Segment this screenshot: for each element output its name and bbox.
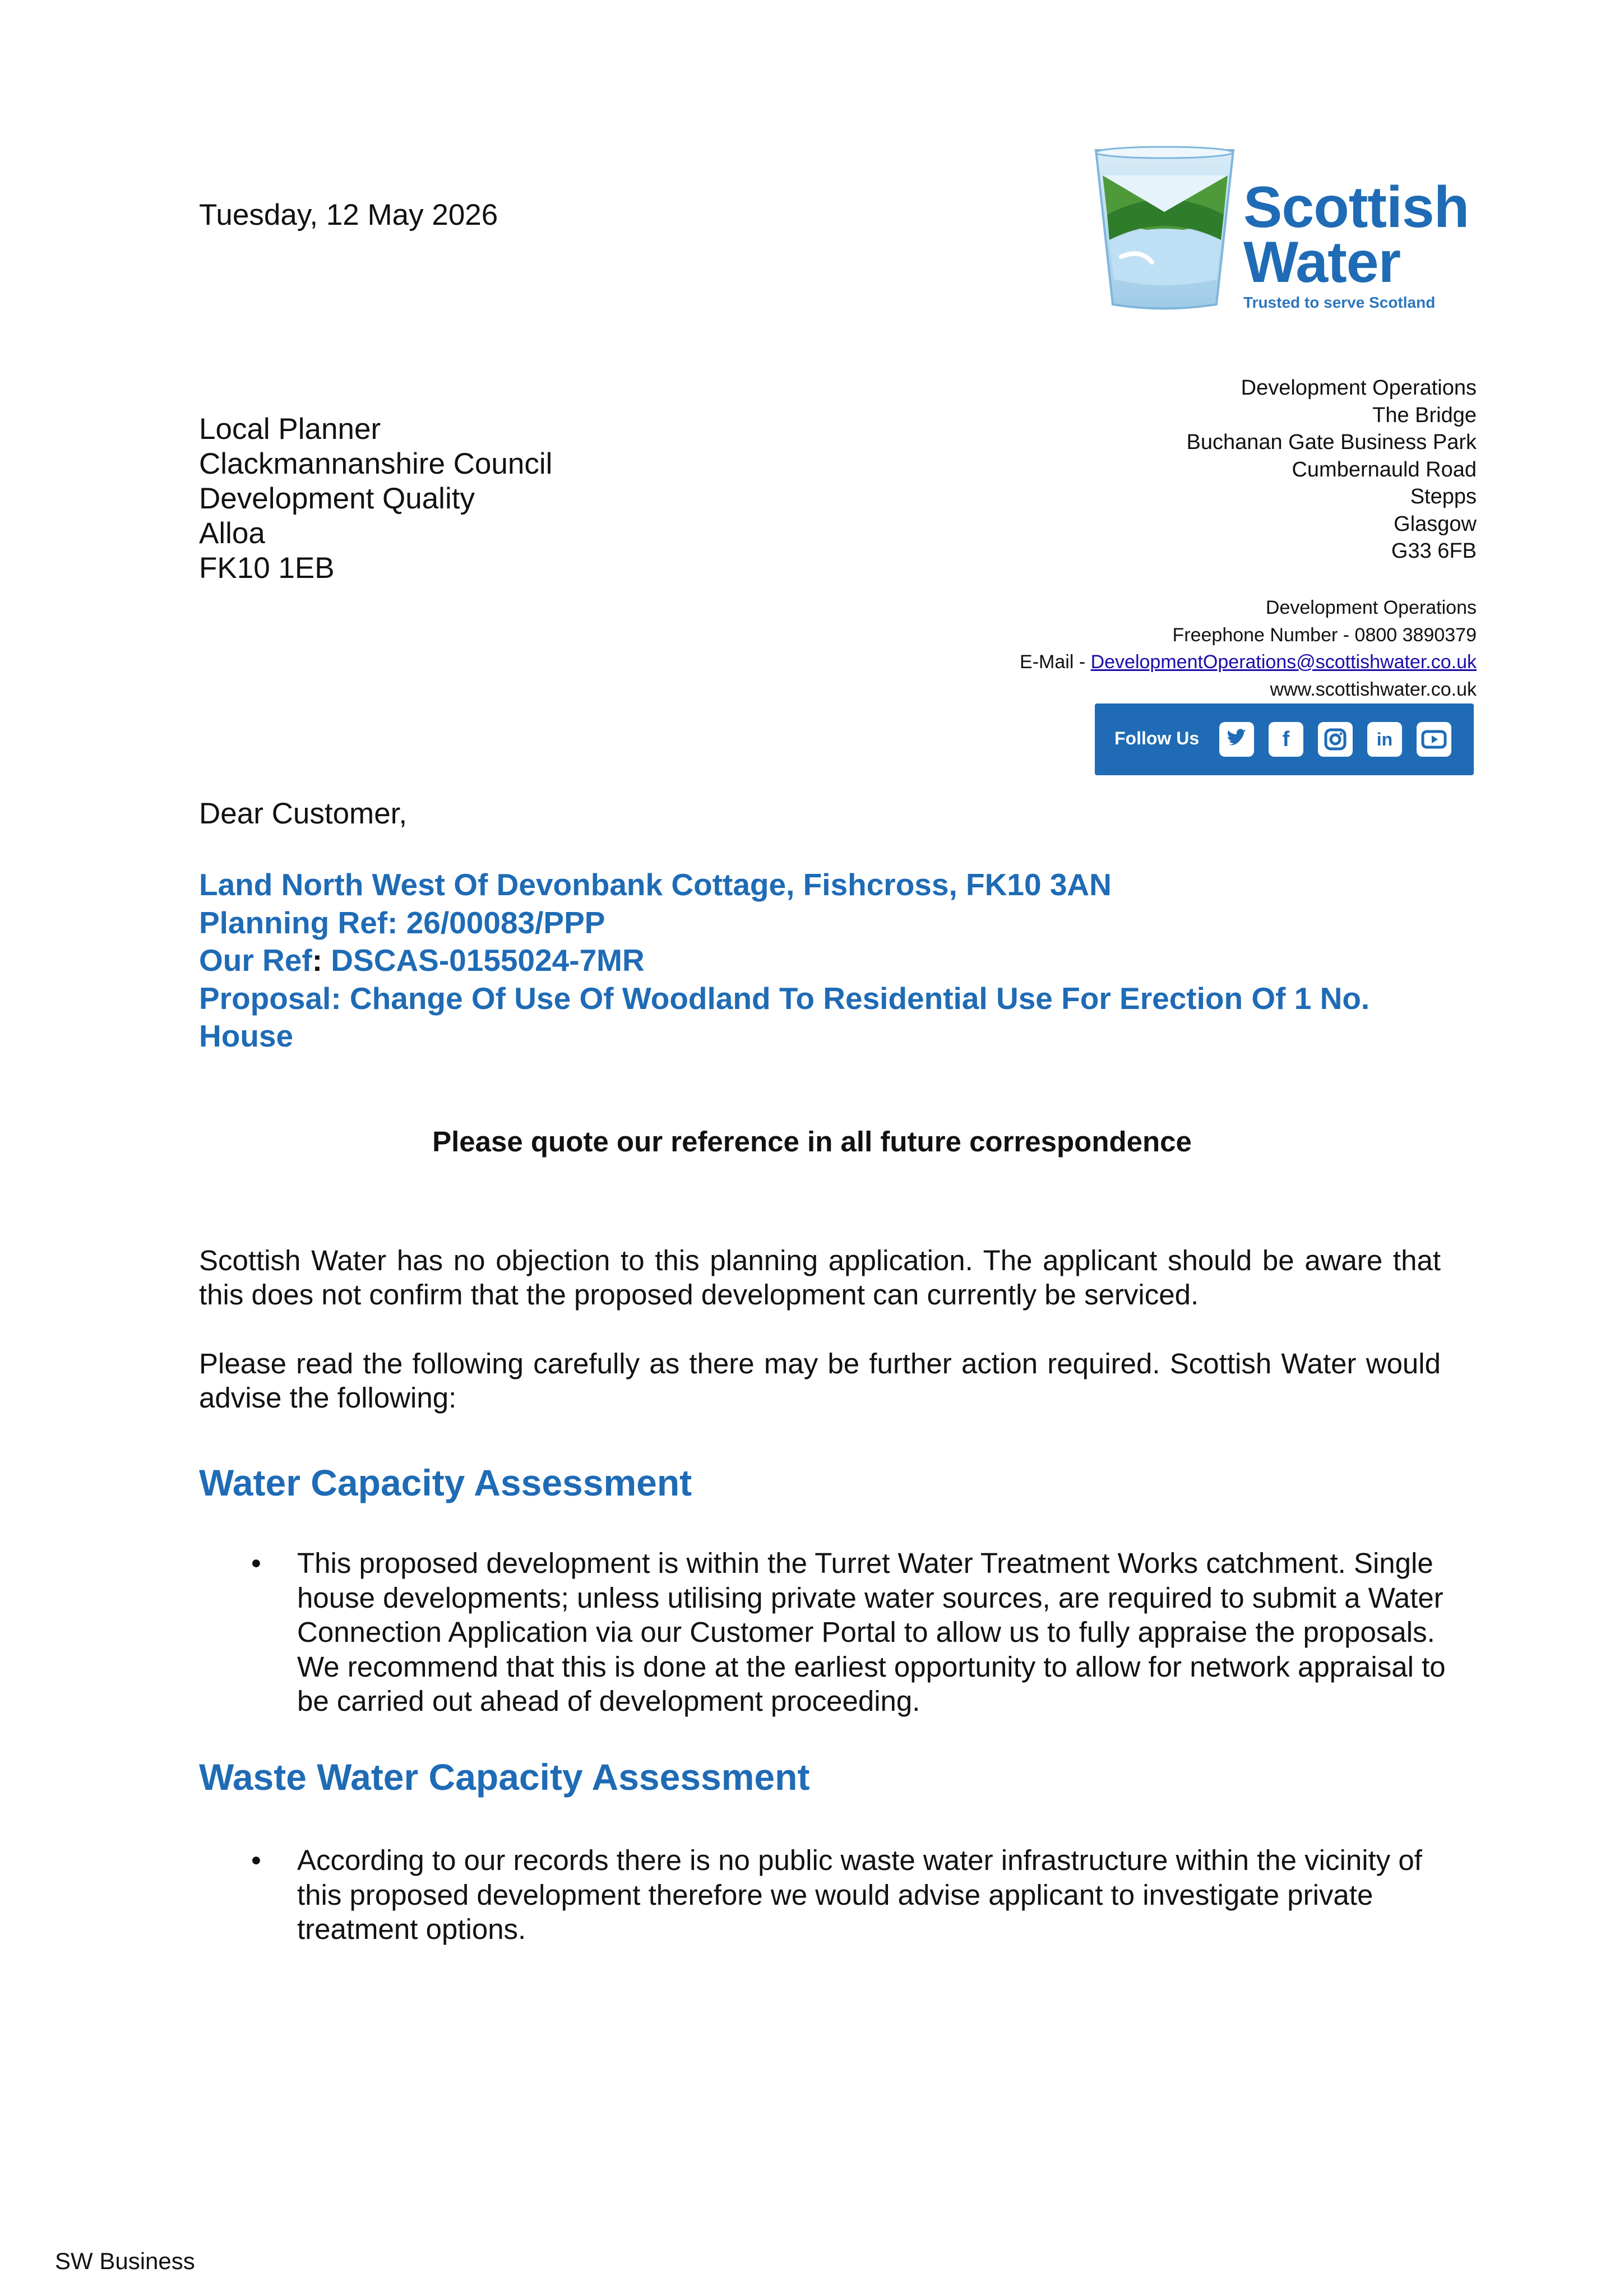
sender-line: Buchanan Gate Business Park [1186,430,1477,454]
recipient-address [199,412,552,586]
sender-address [1186,374,1477,565]
logo-word-scottish: Scottish [1243,175,1469,240]
recipient-line: Alloa [199,517,265,550]
contact-email [1020,649,1477,676]
email-label: E-Mail - [1020,651,1091,673]
contact-department: Development Operations [1265,597,1477,618]
footer-classification: SW Business [55,2248,195,2274]
subject-block [199,866,1460,1056]
facebook-icon[interactable]: f [1269,722,1303,757]
youtube-icon[interactable] [1417,722,1451,757]
logo-tagline: Trusted to serve Scotland [1243,294,1436,311]
contact-details [1020,594,1477,703]
bullet-text-waste-water: According to our records there is no public waste water infrastructure within the vicinity of this proposed development therefore we would advise applicant to investigate private treatment options. [297,1844,1422,1945]
freephone-number: 0800 3890379 [1354,624,1477,646]
salutation: Dear Customer, [199,797,408,830]
follow-us-bar [1095,703,1474,775]
section-heading-water: Water Capacity Assessment [199,1462,692,1503]
body-paragraph: Please read the following carefully as there may be further action required. Scottish Water would advise the following: [199,1348,1441,1414]
sender-line: Cumbernauld Road [1292,457,1477,482]
subject-proposal: Proposal: Change Of Use Of Woodland To Residential Use For Erection Of 1 No. House [199,980,1370,1053]
subject-site-address: Land North West Of Devonbank Cottage, Fishcross, FK10 3AN [199,867,1112,902]
email-link[interactable]: DevelopmentOperations@scottishwater.co.uk [1090,651,1477,673]
sender-line: Glasgow [1394,512,1477,536]
section-heading-waste-water: Waste Water Capacity Assessment [199,1756,810,1798]
subject-planning-ref: Planning Ref: 26/00083/PPP [199,905,605,940]
recipient-line: Clackmannanshire Council [199,447,553,480]
our-ref-colon: : [312,943,323,978]
recipient-line: FK10 1EB [199,552,335,585]
twitter-icon[interactable] [1219,722,1254,757]
linkedin-icon[interactable]: in [1367,722,1402,757]
our-ref-value: DSCAS-0155024-7MR [322,943,645,978]
water-glass-icon [1090,145,1242,313]
quote-reference-notice: Please quote our reference in all future correspondence [432,1126,1192,1158]
contact-website: www.scottishwater.co.uk [1270,678,1477,700]
body-paragraph: Scottish Water has no objection to this planning application. The applicant should be aware that this does not confirm that the proposed development can currently be serviced. [199,1244,1441,1311]
logo-word-water: Water [1243,230,1401,295]
sender-line: Development Operations [1241,376,1477,400]
contact-freephone [1020,622,1477,649]
our-ref-label: Our Ref [199,943,312,978]
sender-line: G33 6FB [1391,539,1477,563]
bullet-icon: • [251,1547,261,1579]
recipient-line: Development Quality [199,482,475,515]
recipient-line: Local Planner [199,413,381,446]
follow-us-label: Follow Us [1114,728,1200,748]
bullet-text-water: This proposed development is within the Turret Water Treatment Works catchment. Single house developments; unless utilising private water sources, are required to submit a Water Connection Application via our Customer Portal to allow us to fully appraise the proposals. We recommend that this is done at the earliest opportunity to allow for network appraisal to be carried out ahead of development proceeding. [297,1547,1446,1717]
scottish-water-logo [1090,145,1483,313]
sender-line: The Bridge [1372,403,1477,427]
subject-our-ref [199,942,1460,980]
bullet-icon: • [251,1844,261,1876]
freephone-label: Freephone Number - [1172,624,1355,646]
sender-line: Stepps [1410,485,1477,508]
letter-date: Tuesday, 12 May 2026 [199,198,498,232]
instagram-icon[interactable] [1318,722,1353,757]
